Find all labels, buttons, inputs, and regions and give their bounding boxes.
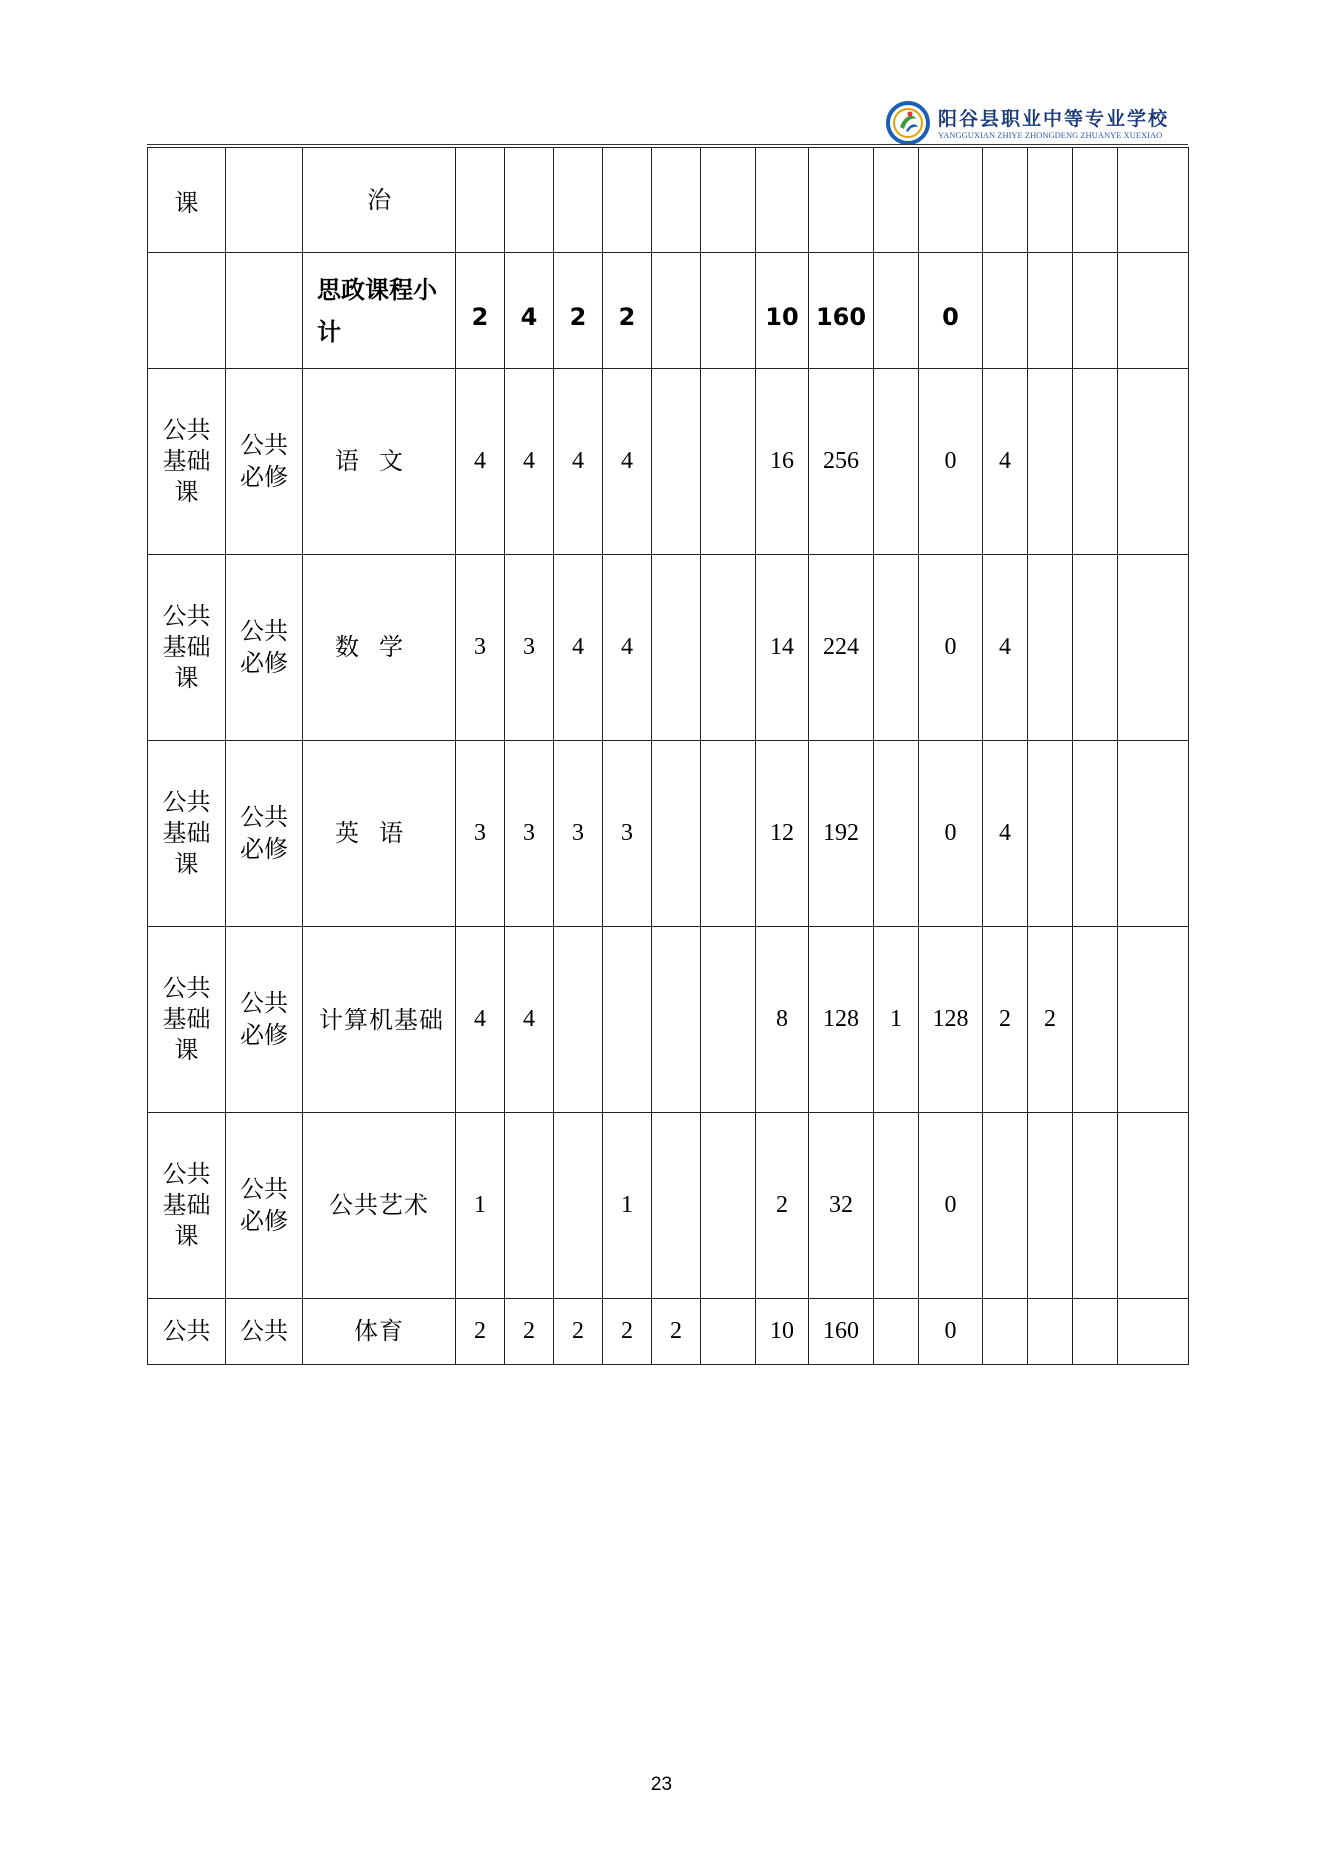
- subcategory-cell: 公共: [226, 1299, 303, 1365]
- credits-cell: 10: [756, 1299, 809, 1365]
- semester-5-cell: 2: [652, 1299, 701, 1365]
- credits-cell: 8: [756, 927, 809, 1113]
- hours-cell: 160: [809, 253, 874, 369]
- course-name-cell: 治: [303, 148, 456, 253]
- semester-5-cell: [652, 1113, 701, 1299]
- hours-cell: 32: [809, 1113, 874, 1299]
- extra-6-cell: [1118, 253, 1189, 369]
- semester-3-cell: 2: [554, 253, 603, 369]
- extra-6-cell: [1118, 1299, 1189, 1365]
- extra-4-cell: [1028, 1113, 1073, 1299]
- semester-3-cell: [554, 148, 603, 253]
- extra-3-cell: [983, 1299, 1028, 1365]
- semester-4-cell: 2: [603, 253, 652, 369]
- extra-6-cell: [1118, 927, 1189, 1113]
- course-name-cell: 公共艺术: [303, 1113, 456, 1299]
- category-cell: 公共 基础 课: [148, 369, 226, 555]
- extra-2-cell: 0: [919, 741, 983, 927]
- table-row-continued: [148, 148, 1189, 253]
- extra-4-cell: [1028, 148, 1073, 253]
- category-cell: 公共 基础 课: [148, 555, 226, 741]
- extra-2-cell: [919, 148, 983, 253]
- credits-cell: 10: [756, 253, 809, 369]
- semester-1-cell: 3: [456, 741, 505, 927]
- hours-cell: [809, 148, 874, 253]
- category-cell: 公共 基础 课: [148, 927, 226, 1113]
- semester-3-cell: 4: [554, 555, 603, 741]
- table-row: [148, 741, 1189, 927]
- semester-1-cell: 4: [456, 927, 505, 1113]
- semester-6-cell: [701, 253, 756, 369]
- category-cell: [148, 253, 226, 369]
- extra-6-cell: [1118, 1113, 1189, 1299]
- extra-3-cell: [983, 253, 1028, 369]
- semester-1-cell: 1: [456, 1113, 505, 1299]
- semester-6-cell: [701, 369, 756, 555]
- subcategory-cell: 公共 必修: [226, 927, 303, 1113]
- credits-cell: 16: [756, 369, 809, 555]
- subcategory-cell: [226, 253, 303, 369]
- hours-cell: 128: [809, 927, 874, 1113]
- semester-5-cell: [652, 253, 701, 369]
- table-row: [148, 1299, 1189, 1365]
- semester-3-cell: 4: [554, 369, 603, 555]
- semester-1-cell: 2: [456, 253, 505, 369]
- hours-cell: 256: [809, 369, 874, 555]
- page-number: 23: [650, 1774, 673, 1795]
- semester-6-cell: [701, 148, 756, 253]
- extra-6-cell: [1118, 369, 1189, 555]
- school-name-cn: 阳谷县职业中等专业学校: [938, 108, 1170, 130]
- extra-3-cell: 4: [983, 741, 1028, 927]
- semester-6-cell: [701, 741, 756, 927]
- credits-cell: 12: [756, 741, 809, 927]
- table-row: [148, 555, 1189, 741]
- extra-2-cell: 0: [919, 1299, 983, 1365]
- category-cell: 公共: [148, 1299, 226, 1365]
- page-header: [886, 100, 1186, 146]
- course-name-cell: 数学: [303, 555, 456, 741]
- semester-5-cell: [652, 148, 701, 253]
- extra-4-cell: 2: [1028, 927, 1073, 1113]
- extra-3-cell: [983, 1113, 1028, 1299]
- semester-4-cell: 4: [603, 555, 652, 741]
- semester-4-cell: 2: [603, 1299, 652, 1365]
- extra-1-cell: [874, 555, 919, 741]
- extra-6-cell: [1118, 148, 1189, 253]
- course-name-cell: 计算机基础: [303, 927, 456, 1113]
- extra-1-cell: [874, 1299, 919, 1365]
- extra-3-cell: [983, 148, 1028, 253]
- subcategory-cell: [226, 148, 303, 253]
- subcategory-cell: 公共 必修: [226, 369, 303, 555]
- credits-cell: 14: [756, 555, 809, 741]
- course-name-cell: 思政课程小计: [303, 253, 456, 369]
- semester-3-cell: 2: [554, 1299, 603, 1365]
- school-name-en: YANGGUXIAN ZHIYE ZHONGDENG ZHUANYE XUEXIAO: [938, 130, 1163, 140]
- table-row-subtotal: [148, 253, 1189, 369]
- course-name-cell: 语文: [303, 369, 456, 555]
- extra-4-cell: [1028, 369, 1073, 555]
- semester-3-cell: [554, 927, 603, 1113]
- semester-5-cell: [652, 369, 701, 555]
- extra-4-cell: [1028, 1299, 1073, 1365]
- course-name-cell: 体育: [303, 1299, 456, 1365]
- extra-5-cell: [1073, 369, 1118, 555]
- semester-5-cell: [652, 555, 701, 741]
- semester-4-cell: [603, 148, 652, 253]
- subcategory-cell: 公共 必修: [226, 741, 303, 927]
- semester-4-cell: 4: [603, 369, 652, 555]
- semester-2-cell: 4: [505, 369, 554, 555]
- extra-2-cell: 0: [919, 1113, 983, 1299]
- extra-3-cell: 4: [983, 369, 1028, 555]
- curriculum-table: [147, 147, 1189, 1365]
- semester-1-cell: 3: [456, 555, 505, 741]
- hours-cell: 192: [809, 741, 874, 927]
- extra-1-cell: 1: [874, 927, 919, 1113]
- semester-5-cell: [652, 741, 701, 927]
- extra-6-cell: [1118, 555, 1189, 741]
- credits-cell: 2: [756, 1113, 809, 1299]
- extra-2-cell: 128: [919, 927, 983, 1113]
- subcategory-cell: 公共 必修: [226, 555, 303, 741]
- extra-1-cell: [874, 253, 919, 369]
- extra-1-cell: [874, 741, 919, 927]
- extra-5-cell: [1073, 741, 1118, 927]
- extra-5-cell: [1073, 1113, 1118, 1299]
- extra-6-cell: [1118, 741, 1189, 927]
- semester-1-cell: [456, 148, 505, 253]
- table-row: [148, 927, 1189, 1113]
- semester-1-cell: 4: [456, 369, 505, 555]
- semester-4-cell: 1: [603, 1113, 652, 1299]
- table-row: [148, 1113, 1189, 1299]
- extra-2-cell: 0: [919, 253, 983, 369]
- semester-6-cell: [701, 927, 756, 1113]
- extra-1-cell: [874, 148, 919, 253]
- extra-3-cell: 4: [983, 555, 1028, 741]
- extra-5-cell: [1073, 555, 1118, 741]
- extra-2-cell: 0: [919, 555, 983, 741]
- credits-cell: [756, 148, 809, 253]
- school-logo-icon: [886, 101, 930, 145]
- category-cell: 课: [148, 148, 226, 253]
- extra-5-cell: [1073, 148, 1118, 253]
- table-row: [148, 369, 1189, 555]
- hours-cell: 224: [809, 555, 874, 741]
- semester-4-cell: [603, 927, 652, 1113]
- semester-2-cell: 4: [505, 927, 554, 1113]
- semester-2-cell: 3: [505, 741, 554, 927]
- course-name-cell: 英语: [303, 741, 456, 927]
- semester-3-cell: 3: [554, 741, 603, 927]
- extra-5-cell: [1073, 927, 1118, 1113]
- extra-3-cell: 2: [983, 927, 1028, 1113]
- extra-1-cell: [874, 369, 919, 555]
- semester-2-cell: [505, 148, 554, 253]
- extra-4-cell: [1028, 253, 1073, 369]
- header-divider: [147, 144, 1188, 145]
- semester-1-cell: 2: [456, 1299, 505, 1365]
- extra-1-cell: [874, 1113, 919, 1299]
- semester-2-cell: 4: [505, 253, 554, 369]
- extra-5-cell: [1073, 1299, 1118, 1365]
- semester-3-cell: [554, 1113, 603, 1299]
- semester-4-cell: 3: [603, 741, 652, 927]
- extra-5-cell: [1073, 253, 1118, 369]
- semester-6-cell: [701, 555, 756, 741]
- category-cell: 公共 基础 课: [148, 1113, 226, 1299]
- semester-2-cell: [505, 1113, 554, 1299]
- category-cell: 公共 基础 课: [148, 741, 226, 927]
- semester-5-cell: [652, 927, 701, 1113]
- semester-2-cell: 2: [505, 1299, 554, 1365]
- semester-6-cell: [701, 1113, 756, 1299]
- extra-4-cell: [1028, 741, 1073, 927]
- hours-cell: 160: [809, 1299, 874, 1365]
- extra-4-cell: [1028, 555, 1073, 741]
- semester-6-cell: [701, 1299, 756, 1365]
- semester-2-cell: 3: [505, 555, 554, 741]
- extra-2-cell: 0: [919, 369, 983, 555]
- subcategory-cell: 公共 必修: [226, 1113, 303, 1299]
